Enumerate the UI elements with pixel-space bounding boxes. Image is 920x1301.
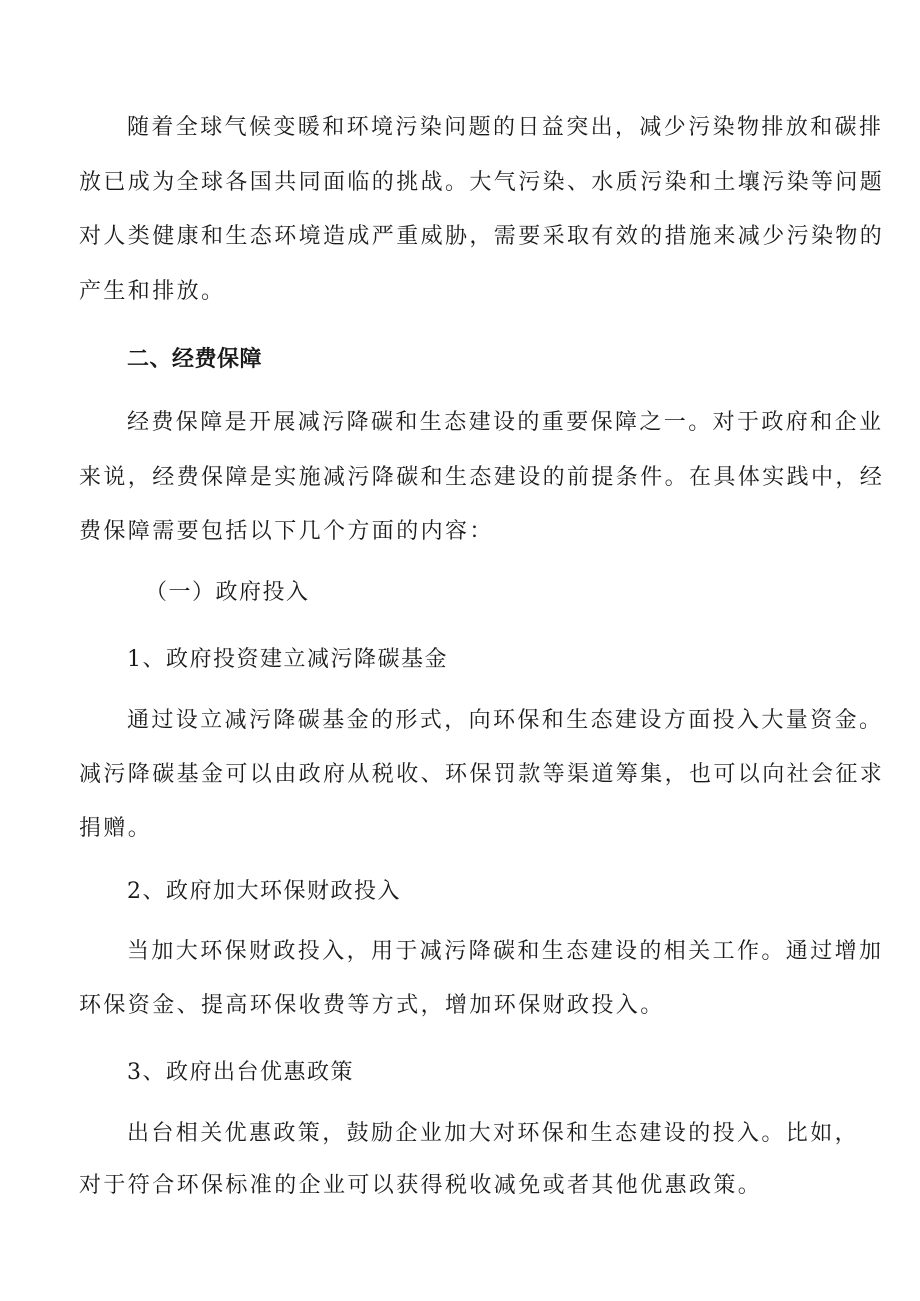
item-1-line-1: 通过设立减污降碳基金的形式，向环保和生态建设方面投入大量资金。 bbox=[127, 708, 884, 733]
item-1-line-2: 减污降碳基金可以由政府从税收、环保罚款等渠道筹集，也可以向社会征求 bbox=[79, 762, 885, 787]
item-3-line-1: 出台相关优惠政策，鼓励企业加大对环保和生态建设的投入。比如， bbox=[127, 1121, 860, 1146]
intro-line-2: 放已成为全球各国共同面临的挑战。大气污染、水质污染和土壤污染等问题 bbox=[79, 170, 885, 195]
section2-line-3: 费保障需要包括以下几个方面的内容： bbox=[79, 519, 494, 544]
item-1-title: 1、政府投资建立减污降碳基金 bbox=[127, 647, 448, 672]
section2-line-2: 来说，经费保障是实施减污降碳和生态建设的前提条件。在具体实践中，经 bbox=[79, 465, 885, 490]
item-3-title: 3、政府出台优惠政策 bbox=[127, 1060, 354, 1085]
subsection-heading-government-investment: （一）政府投入 bbox=[145, 580, 310, 605]
item-1-line-3: 捐赠。 bbox=[79, 816, 153, 841]
item-3-line-2: 对于符合环保标准的企业可以获得税收减免或者其他优惠政策。 bbox=[79, 1173, 763, 1198]
intro-line-1: 随着全球气候变暖和环境污染问题的日益突出，减少污染物排放和碳排 bbox=[127, 115, 884, 140]
section-heading-funding: 二、经费保障 bbox=[127, 347, 263, 372]
item-2-title: 2、政府加大环保财政投入 bbox=[127, 879, 401, 904]
item-2-line-1: 当加大环保财政投入，用于减污降碳和生态建设的相关工作。通过增加 bbox=[127, 939, 884, 964]
intro-line-3: 对人类健康和生态环境造成严重威胁，需要采取有效的措施来减少污染物的 bbox=[79, 224, 885, 249]
section2-line-1: 经费保障是开展减污降碳和生态建设的重要保障之一。对于政府和企业 bbox=[127, 410, 884, 435]
item-2-line-2: 环保资金、提高环保收费等方式，增加环保财政投入。 bbox=[79, 993, 665, 1018]
intro-line-4: 产生和排放。 bbox=[79, 279, 226, 304]
